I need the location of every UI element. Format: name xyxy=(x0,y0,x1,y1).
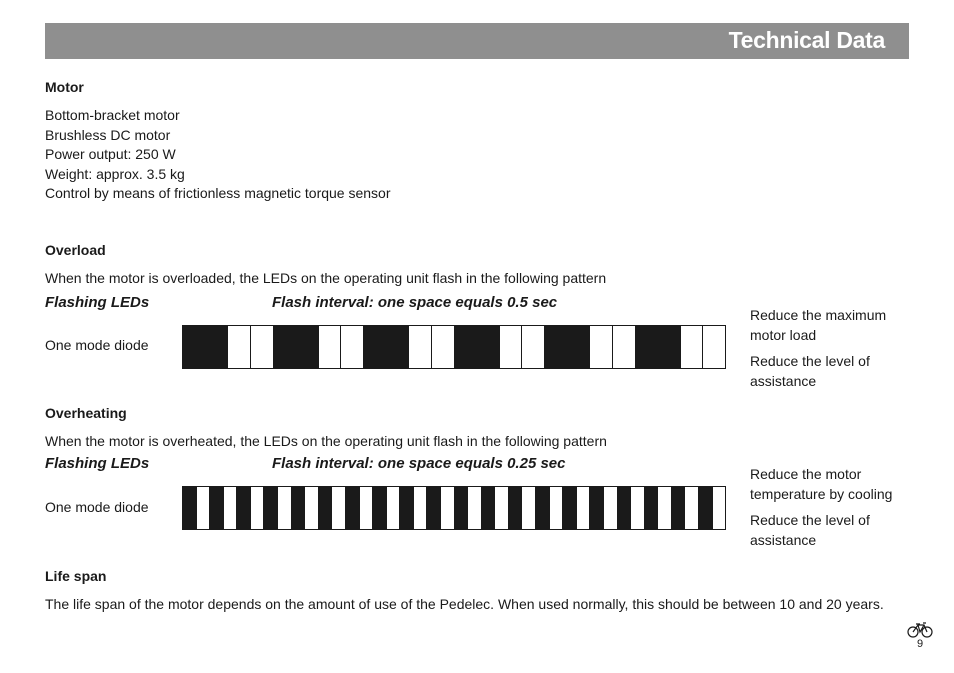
lifespan-text: The life span of the motor depends on the amount of use of the Pedelec. When used normally, this should be between 10 and 20 years. xyxy=(45,596,884,612)
led-off-interval xyxy=(713,487,726,529)
led-on-interval xyxy=(636,326,659,368)
bicycle-icon xyxy=(907,622,933,638)
overheating-interval-label: Flash interval: one space equals 0.25 sec xyxy=(272,455,566,472)
motor-spec-line: Weight: approx. 3.5 kg xyxy=(45,165,185,182)
motor-specs xyxy=(45,106,391,204)
led-off-interval xyxy=(414,487,428,529)
header-bar xyxy=(45,23,909,59)
led-off-interval xyxy=(685,487,699,529)
overheating-intro: When the motor is overheated, the LEDs on the operating unit flash in the following pattern xyxy=(45,433,607,449)
overload-actions xyxy=(750,306,920,398)
led-on-interval xyxy=(536,487,550,529)
overload-intro: When the motor is overloaded, the LEDs on the operating unit flash in the following pattern xyxy=(45,270,607,286)
led-on-interval xyxy=(183,326,206,368)
led-on-interval xyxy=(477,326,500,368)
lifespan-heading: Life span xyxy=(45,568,107,584)
led-off-interval xyxy=(224,487,238,529)
led-on-interval xyxy=(183,487,197,529)
led-off-interval xyxy=(658,487,672,529)
led-off-interval xyxy=(590,326,613,368)
overload-flashing-label: Flashing LEDs xyxy=(45,294,150,311)
overheating-action: Reduce the level of assistance xyxy=(750,512,870,548)
motor-spec-line: Power output: 250 W xyxy=(45,146,176,162)
led-off-interval xyxy=(522,326,545,368)
overheating-actions xyxy=(750,465,920,557)
led-on-interval xyxy=(455,326,478,368)
led-on-interval xyxy=(210,487,224,529)
led-on-interval xyxy=(545,326,568,368)
led-on-interval xyxy=(563,487,577,529)
led-on-interval xyxy=(292,487,306,529)
led-on-interval xyxy=(264,487,278,529)
led-off-interval xyxy=(703,326,725,368)
led-off-interval xyxy=(341,326,364,368)
led-off-interval xyxy=(495,487,509,529)
led-off-interval xyxy=(500,326,523,368)
led-on-interval xyxy=(373,487,387,529)
led-off-interval xyxy=(278,487,292,529)
led-on-interval xyxy=(319,487,333,529)
led-off-interval xyxy=(228,326,251,368)
led-off-interval xyxy=(468,487,482,529)
motor-heading: Motor xyxy=(45,79,84,95)
overload-flash-pattern xyxy=(182,325,726,369)
led-on-interval xyxy=(387,326,410,368)
led-off-interval xyxy=(251,326,274,368)
led-on-interval xyxy=(237,487,251,529)
led-off-interval xyxy=(387,487,401,529)
led-off-interval xyxy=(360,487,374,529)
led-on-interval xyxy=(618,487,632,529)
led-off-interval xyxy=(319,326,342,368)
overheating-flash-pattern xyxy=(182,486,726,530)
led-on-interval xyxy=(346,487,360,529)
led-on-interval xyxy=(427,487,441,529)
motor-spec-line: Bottom-bracket motor xyxy=(45,107,180,123)
overheating-diode-label: One mode diode xyxy=(45,499,149,515)
led-on-interval xyxy=(364,326,387,368)
page-title: Technical Data xyxy=(728,27,885,53)
motor-spec-line: Control by means of frictionless magnetic torque sensor xyxy=(45,185,391,201)
led-on-interval xyxy=(296,326,319,368)
overload-diode-label: One mode diode xyxy=(45,337,149,353)
led-off-interval xyxy=(550,487,564,529)
led-on-interval xyxy=(590,487,604,529)
led-on-interval xyxy=(672,487,686,529)
led-off-interval xyxy=(409,326,432,368)
led-off-interval xyxy=(305,487,319,529)
led-on-interval xyxy=(274,326,297,368)
led-off-interval xyxy=(251,487,265,529)
led-off-interval xyxy=(631,487,645,529)
led-off-interval xyxy=(332,487,346,529)
led-on-interval xyxy=(658,326,681,368)
led-on-interval xyxy=(400,487,414,529)
led-off-interval xyxy=(577,487,591,529)
led-off-interval xyxy=(613,326,636,368)
led-on-interval xyxy=(645,487,659,529)
overheating-heading: Overheating xyxy=(45,405,127,421)
led-off-interval xyxy=(197,487,211,529)
led-off-interval xyxy=(681,326,704,368)
overheating-action: Reduce the motor temperature by cooling xyxy=(750,466,893,502)
led-on-interval xyxy=(699,487,713,529)
page-number: 9 xyxy=(916,638,924,650)
led-off-interval xyxy=(522,487,536,529)
overload-interval-label: Flash interval: one space equals 0.5 sec xyxy=(272,294,558,311)
led-on-interval xyxy=(206,326,229,368)
led-off-interval xyxy=(432,326,455,368)
overload-action: Reduce the maximum motor load xyxy=(750,307,887,343)
led-on-interval xyxy=(455,487,469,529)
led-off-interval xyxy=(441,487,455,529)
overload-heading: Overload xyxy=(45,242,106,258)
overheating-flashing-label: Flashing LEDs xyxy=(45,455,150,472)
led-on-interval xyxy=(568,326,591,368)
led-on-interval xyxy=(509,487,523,529)
overload-action: Reduce the level of assistance xyxy=(750,353,870,389)
led-on-interval xyxy=(482,487,496,529)
led-off-interval xyxy=(604,487,618,529)
motor-spec-line: Brushless DC motor xyxy=(45,126,171,143)
